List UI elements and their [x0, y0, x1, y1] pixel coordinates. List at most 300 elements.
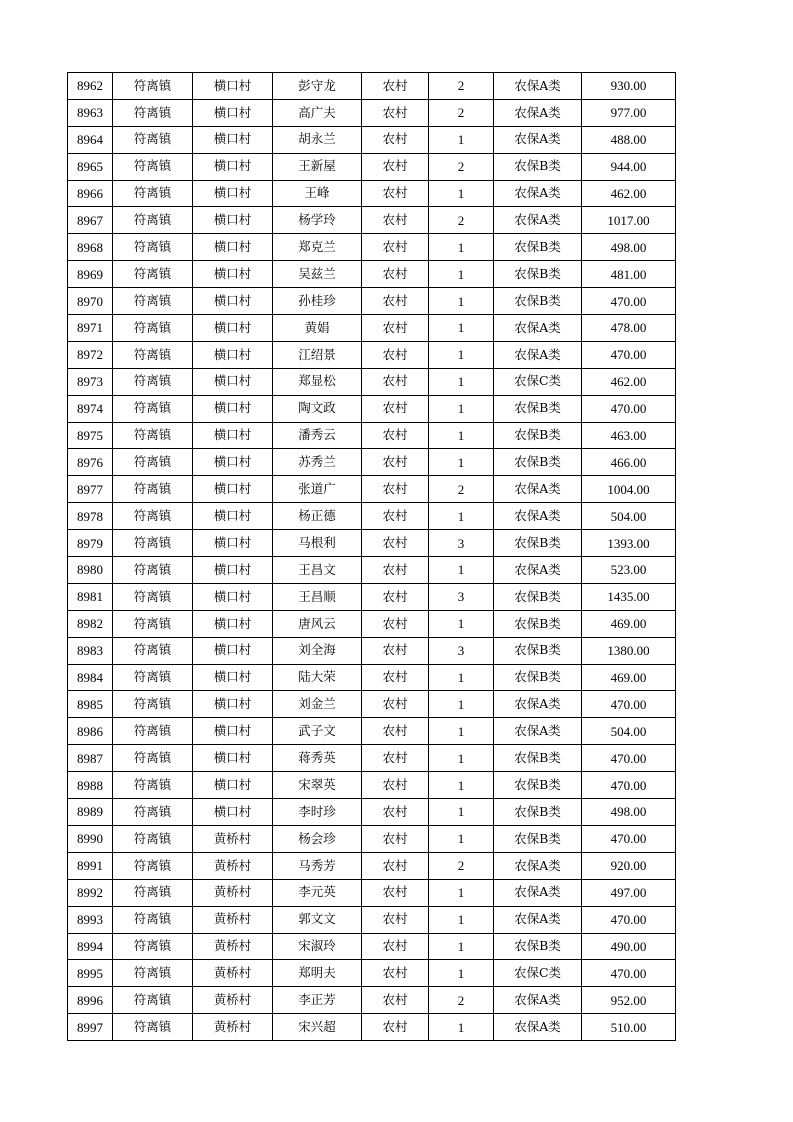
table-row: [68, 261, 676, 288]
village-cell: 横口村: [193, 180, 273, 207]
record-id-cell: 8981: [68, 583, 113, 610]
insurance-category-cell: 农保C类: [494, 368, 582, 395]
household-count-cell: 1: [429, 503, 494, 530]
insurance-category-cell: 农保A类: [494, 73, 582, 100]
area-type-cell: 农村: [362, 476, 429, 503]
area-type-cell: 农村: [362, 852, 429, 879]
village-cell: 横口村: [193, 503, 273, 530]
town-cell: 符离镇: [113, 960, 193, 987]
town-cell: 符离镇: [113, 906, 193, 933]
amount-cell: 470.00: [582, 341, 676, 368]
table-row: [68, 610, 676, 637]
name-cell: 郑明夫: [273, 960, 362, 987]
household-count-cell: 1: [429, 906, 494, 933]
area-type-cell: 农村: [362, 153, 429, 180]
table-row: [68, 852, 676, 879]
household-count-cell: 1: [429, 1014, 494, 1041]
record-id-cell: 8995: [68, 960, 113, 987]
record-id-cell: 8973: [68, 368, 113, 395]
household-count-cell: 1: [429, 422, 494, 449]
amount-cell: 1435.00: [582, 583, 676, 610]
area-type-cell: 农村: [362, 395, 429, 422]
amount-cell: 470.00: [582, 960, 676, 987]
area-type-cell: 农村: [362, 772, 429, 799]
name-cell: 马秀芳: [273, 852, 362, 879]
name-cell: 潘秀云: [273, 422, 362, 449]
name-cell: 宋兴超: [273, 1014, 362, 1041]
record-id-cell: 8966: [68, 180, 113, 207]
record-id-cell: 8982: [68, 610, 113, 637]
insurance-category-cell: 农保A类: [494, 476, 582, 503]
name-cell: 王昌文: [273, 557, 362, 584]
village-cell: 横口村: [193, 772, 273, 799]
area-type-cell: 农村: [362, 987, 429, 1014]
town-cell: 符离镇: [113, 99, 193, 126]
table-row: [68, 987, 676, 1014]
village-cell: 黄桥村: [193, 852, 273, 879]
name-cell: 王昌顺: [273, 583, 362, 610]
town-cell: 符离镇: [113, 476, 193, 503]
household-count-cell: 1: [429, 718, 494, 745]
area-type-cell: 农村: [362, 261, 429, 288]
village-cell: 横口村: [193, 449, 273, 476]
village-cell: 横口村: [193, 341, 273, 368]
table-row: [68, 933, 676, 960]
area-type-cell: 农村: [362, 906, 429, 933]
record-id-cell: 8977: [68, 476, 113, 503]
record-id-cell: 8964: [68, 126, 113, 153]
village-cell: 横口村: [193, 315, 273, 342]
table-row: [68, 207, 676, 234]
town-cell: 符离镇: [113, 852, 193, 879]
insurance-category-cell: 农保B类: [494, 153, 582, 180]
area-type-cell: 农村: [362, 583, 429, 610]
village-cell: 横口村: [193, 530, 273, 557]
table-row: [68, 126, 676, 153]
town-cell: 符离镇: [113, 664, 193, 691]
household-count-cell: 1: [429, 745, 494, 772]
table-row: [68, 315, 676, 342]
record-id-cell: 8986: [68, 718, 113, 745]
town-cell: 符离镇: [113, 126, 193, 153]
table-row: [68, 718, 676, 745]
town-cell: 符离镇: [113, 987, 193, 1014]
area-type-cell: 农村: [362, 879, 429, 906]
area-type-cell: 农村: [362, 718, 429, 745]
amount-cell: 463.00: [582, 422, 676, 449]
household-count-cell: 1: [429, 261, 494, 288]
household-count-cell: 2: [429, 99, 494, 126]
table-row: [68, 422, 676, 449]
name-cell: 郑克兰: [273, 234, 362, 261]
name-cell: 王新屋: [273, 153, 362, 180]
name-cell: 刘金兰: [273, 691, 362, 718]
record-id-cell: 8987: [68, 745, 113, 772]
household-count-cell: 1: [429, 234, 494, 261]
household-count-cell: 1: [429, 395, 494, 422]
household-count-cell: 3: [429, 583, 494, 610]
table-row: [68, 153, 676, 180]
village-cell: 横口村: [193, 422, 273, 449]
amount-cell: 920.00: [582, 852, 676, 879]
village-cell: 黄桥村: [193, 987, 273, 1014]
name-cell: 刘全海: [273, 637, 362, 664]
area-type-cell: 农村: [362, 341, 429, 368]
area-type-cell: 农村: [362, 799, 429, 826]
village-cell: 横口村: [193, 234, 273, 261]
insurance-category-cell: 农保B类: [494, 664, 582, 691]
village-cell: 黄桥村: [193, 933, 273, 960]
town-cell: 符离镇: [113, 153, 193, 180]
table-row: [68, 664, 676, 691]
household-count-cell: 2: [429, 207, 494, 234]
record-id-cell: 8976: [68, 449, 113, 476]
record-id-cell: 8975: [68, 422, 113, 449]
name-cell: 黄娟: [273, 315, 362, 342]
village-cell: 横口村: [193, 153, 273, 180]
name-cell: 陆大荣: [273, 664, 362, 691]
village-cell: 横口村: [193, 718, 273, 745]
name-cell: 苏秀兰: [273, 449, 362, 476]
village-cell: 横口村: [193, 637, 273, 664]
insurance-category-cell: 农保C类: [494, 960, 582, 987]
area-type-cell: 农村: [362, 960, 429, 987]
name-cell: 杨正德: [273, 503, 362, 530]
record-id-cell: 8963: [68, 99, 113, 126]
record-id-cell: 8989: [68, 799, 113, 826]
area-type-cell: 农村: [362, 99, 429, 126]
table-row: [68, 368, 676, 395]
area-type-cell: 农村: [362, 745, 429, 772]
area-type-cell: 农村: [362, 933, 429, 960]
insurance-category-cell: 农保B类: [494, 825, 582, 852]
name-cell: 李时珍: [273, 799, 362, 826]
amount-cell: 977.00: [582, 99, 676, 126]
area-type-cell: 农村: [362, 1014, 429, 1041]
household-count-cell: 1: [429, 368, 494, 395]
town-cell: 符离镇: [113, 180, 193, 207]
insurance-category-cell: 农保A类: [494, 691, 582, 718]
insurance-category-cell: 农保A类: [494, 1014, 582, 1041]
insurance-category-cell: 农保A类: [494, 126, 582, 153]
town-cell: 符离镇: [113, 933, 193, 960]
village-cell: 横口村: [193, 691, 273, 718]
household-count-cell: 1: [429, 315, 494, 342]
area-type-cell: 农村: [362, 557, 429, 584]
amount-cell: 497.00: [582, 879, 676, 906]
record-id-cell: 8985: [68, 691, 113, 718]
town-cell: 符离镇: [113, 610, 193, 637]
table-row: [68, 799, 676, 826]
record-id-cell: 8991: [68, 852, 113, 879]
village-cell: 黄桥村: [193, 1014, 273, 1041]
name-cell: 王峰: [273, 180, 362, 207]
insurance-category-cell: 农保B类: [494, 422, 582, 449]
amount-cell: 510.00: [582, 1014, 676, 1041]
household-count-cell: 1: [429, 557, 494, 584]
town-cell: 符离镇: [113, 879, 193, 906]
table-row: [68, 1014, 676, 1041]
table-row: [68, 960, 676, 987]
town-cell: 符离镇: [113, 718, 193, 745]
insurance-category-cell: 农保A类: [494, 879, 582, 906]
table-row: [68, 557, 676, 584]
household-count-cell: 3: [429, 637, 494, 664]
household-count-cell: 3: [429, 530, 494, 557]
area-type-cell: 农村: [362, 315, 429, 342]
village-cell: 横口村: [193, 73, 273, 100]
table-row: [68, 288, 676, 315]
amount-cell: 490.00: [582, 933, 676, 960]
amount-cell: 470.00: [582, 906, 676, 933]
area-type-cell: 农村: [362, 825, 429, 852]
amount-cell: 470.00: [582, 395, 676, 422]
name-cell: 张道广: [273, 476, 362, 503]
name-cell: 吴兹兰: [273, 261, 362, 288]
record-id-cell: 8968: [68, 234, 113, 261]
table-row: [68, 234, 676, 261]
household-count-cell: 2: [429, 73, 494, 100]
area-type-cell: 农村: [362, 637, 429, 664]
record-id-cell: 8983: [68, 637, 113, 664]
amount-cell: 469.00: [582, 664, 676, 691]
record-id-cell: 8972: [68, 341, 113, 368]
amount-cell: 470.00: [582, 745, 676, 772]
record-id-cell: 8967: [68, 207, 113, 234]
record-id-cell: 8988: [68, 772, 113, 799]
town-cell: 符离镇: [113, 583, 193, 610]
town-cell: 符离镇: [113, 288, 193, 315]
table-row: [68, 99, 676, 126]
area-type-cell: 农村: [362, 530, 429, 557]
insurance-category-cell: 农保B类: [494, 637, 582, 664]
village-cell: 横口村: [193, 368, 273, 395]
name-cell: 高广夫: [273, 99, 362, 126]
table-row: [68, 341, 676, 368]
village-cell: 横口村: [193, 557, 273, 584]
insurance-category-cell: 农保B类: [494, 772, 582, 799]
record-id-cell: 8993: [68, 906, 113, 933]
record-id-cell: 8962: [68, 73, 113, 100]
record-id-cell: 8970: [68, 288, 113, 315]
amount-cell: 466.00: [582, 449, 676, 476]
household-count-cell: 2: [429, 476, 494, 503]
amount-cell: 470.00: [582, 288, 676, 315]
insurance-category-cell: 农保B类: [494, 261, 582, 288]
town-cell: 符离镇: [113, 368, 193, 395]
amount-cell: 523.00: [582, 557, 676, 584]
amount-cell: 481.00: [582, 261, 676, 288]
amount-cell: 1017.00: [582, 207, 676, 234]
amount-cell: 930.00: [582, 73, 676, 100]
household-count-cell: 1: [429, 960, 494, 987]
insurance-category-cell: 农保A类: [494, 906, 582, 933]
village-cell: 横口村: [193, 395, 273, 422]
name-cell: 李元英: [273, 879, 362, 906]
town-cell: 符离镇: [113, 799, 193, 826]
name-cell: 胡永兰: [273, 126, 362, 153]
amount-cell: 470.00: [582, 825, 676, 852]
name-cell: 宋翠英: [273, 772, 362, 799]
amount-cell: 469.00: [582, 610, 676, 637]
village-cell: 横口村: [193, 261, 273, 288]
village-cell: 横口村: [193, 664, 273, 691]
insurance-category-cell: 农保A类: [494, 341, 582, 368]
town-cell: 符离镇: [113, 691, 193, 718]
name-cell: 杨会珍: [273, 825, 362, 852]
name-cell: 陶文政: [273, 395, 362, 422]
insurance-category-cell: 农保A类: [494, 180, 582, 207]
household-count-cell: 1: [429, 879, 494, 906]
table-row: [68, 772, 676, 799]
town-cell: 符离镇: [113, 341, 193, 368]
insurance-category-cell: 农保A类: [494, 557, 582, 584]
town-cell: 符离镇: [113, 772, 193, 799]
amount-cell: 478.00: [582, 315, 676, 342]
town-cell: 符离镇: [113, 395, 193, 422]
insurance-category-cell: 农保B类: [494, 583, 582, 610]
area-type-cell: 农村: [362, 207, 429, 234]
household-count-cell: 1: [429, 288, 494, 315]
amount-cell: 498.00: [582, 234, 676, 261]
area-type-cell: 农村: [362, 664, 429, 691]
town-cell: 符离镇: [113, 557, 193, 584]
amount-cell: 1004.00: [582, 476, 676, 503]
table-row: [68, 879, 676, 906]
household-count-cell: 1: [429, 691, 494, 718]
area-type-cell: 农村: [362, 368, 429, 395]
town-cell: 符离镇: [113, 207, 193, 234]
insurance-category-cell: 农保A类: [494, 852, 582, 879]
household-count-cell: 1: [429, 610, 494, 637]
village-cell: 横口村: [193, 799, 273, 826]
insurance-category-cell: 农保B类: [494, 288, 582, 315]
insurance-category-cell: 农保A类: [494, 207, 582, 234]
insurance-category-cell: 农保A类: [494, 987, 582, 1014]
village-cell: 黄桥村: [193, 825, 273, 852]
name-cell: 彭守龙: [273, 73, 362, 100]
insurance-category-cell: 农保B类: [494, 530, 582, 557]
name-cell: 郑显松: [273, 368, 362, 395]
town-cell: 符离镇: [113, 449, 193, 476]
record-id-cell: 8980: [68, 557, 113, 584]
name-cell: 武子文: [273, 718, 362, 745]
table-row: [68, 476, 676, 503]
insurance-category-cell: 农保A类: [494, 99, 582, 126]
amount-cell: 1393.00: [582, 530, 676, 557]
name-cell: 杨学玲: [273, 207, 362, 234]
insurance-category-cell: 农保A类: [494, 503, 582, 530]
table-row: [68, 637, 676, 664]
amount-cell: 504.00: [582, 503, 676, 530]
town-cell: 符离镇: [113, 234, 193, 261]
amount-cell: 1380.00: [582, 637, 676, 664]
town-cell: 符离镇: [113, 315, 193, 342]
name-cell: 郭文文: [273, 906, 362, 933]
village-cell: 横口村: [193, 126, 273, 153]
village-cell: 黄桥村: [193, 879, 273, 906]
record-id-cell: 8971: [68, 315, 113, 342]
record-id-cell: 8969: [68, 261, 113, 288]
village-cell: 横口村: [193, 207, 273, 234]
amount-cell: 462.00: [582, 180, 676, 207]
insurance-category-cell: 农保A类: [494, 718, 582, 745]
area-type-cell: 农村: [362, 234, 429, 261]
household-count-cell: 1: [429, 825, 494, 852]
name-cell: 蒋秀英: [273, 745, 362, 772]
insurance-category-cell: 农保B类: [494, 933, 582, 960]
insurance-category-cell: 农保B类: [494, 234, 582, 261]
insurance-category-cell: 农保B类: [494, 395, 582, 422]
area-type-cell: 农村: [362, 503, 429, 530]
name-cell: 唐风云: [273, 610, 362, 637]
household-count-cell: 1: [429, 341, 494, 368]
table-row: [68, 73, 676, 100]
household-count-cell: 2: [429, 987, 494, 1014]
town-cell: 符离镇: [113, 530, 193, 557]
amount-cell: 470.00: [582, 691, 676, 718]
table-row: [68, 583, 676, 610]
household-count-cell: 1: [429, 799, 494, 826]
area-type-cell: 农村: [362, 449, 429, 476]
record-id-cell: 8984: [68, 664, 113, 691]
insurance-category-cell: 农保B类: [494, 610, 582, 637]
household-count-cell: 2: [429, 852, 494, 879]
record-id-cell: 8997: [68, 1014, 113, 1041]
household-count-cell: 1: [429, 126, 494, 153]
household-count-cell: 2: [429, 153, 494, 180]
town-cell: 符离镇: [113, 503, 193, 530]
town-cell: 符离镇: [113, 825, 193, 852]
amount-cell: 498.00: [582, 799, 676, 826]
record-id-cell: 8965: [68, 153, 113, 180]
table-row: [68, 449, 676, 476]
name-cell: 马根利: [273, 530, 362, 557]
village-cell: 横口村: [193, 583, 273, 610]
amount-cell: 470.00: [582, 772, 676, 799]
amount-cell: 952.00: [582, 987, 676, 1014]
household-count-cell: 1: [429, 449, 494, 476]
village-cell: 横口村: [193, 745, 273, 772]
amount-cell: 504.00: [582, 718, 676, 745]
name-cell: 李正芳: [273, 987, 362, 1014]
area-type-cell: 农村: [362, 73, 429, 100]
area-type-cell: 农村: [362, 610, 429, 637]
area-type-cell: 农村: [362, 691, 429, 718]
table-row: [68, 906, 676, 933]
household-count-cell: 1: [429, 933, 494, 960]
record-id-cell: 8974: [68, 395, 113, 422]
record-id-cell: 8992: [68, 879, 113, 906]
table-row: [68, 503, 676, 530]
insurance-category-cell: 农保B类: [494, 799, 582, 826]
name-cell: 孙桂珍: [273, 288, 362, 315]
town-cell: 符离镇: [113, 1014, 193, 1041]
area-type-cell: 农村: [362, 126, 429, 153]
table-row: [68, 180, 676, 207]
village-cell: 黄桥村: [193, 906, 273, 933]
village-cell: 横口村: [193, 288, 273, 315]
village-cell: 横口村: [193, 476, 273, 503]
town-cell: 符离镇: [113, 73, 193, 100]
town-cell: 符离镇: [113, 745, 193, 772]
record-id-cell: 8978: [68, 503, 113, 530]
name-cell: 宋淑玲: [273, 933, 362, 960]
village-cell: 黄桥村: [193, 960, 273, 987]
village-cell: 横口村: [193, 610, 273, 637]
amount-cell: 944.00: [582, 153, 676, 180]
town-cell: 符离镇: [113, 261, 193, 288]
